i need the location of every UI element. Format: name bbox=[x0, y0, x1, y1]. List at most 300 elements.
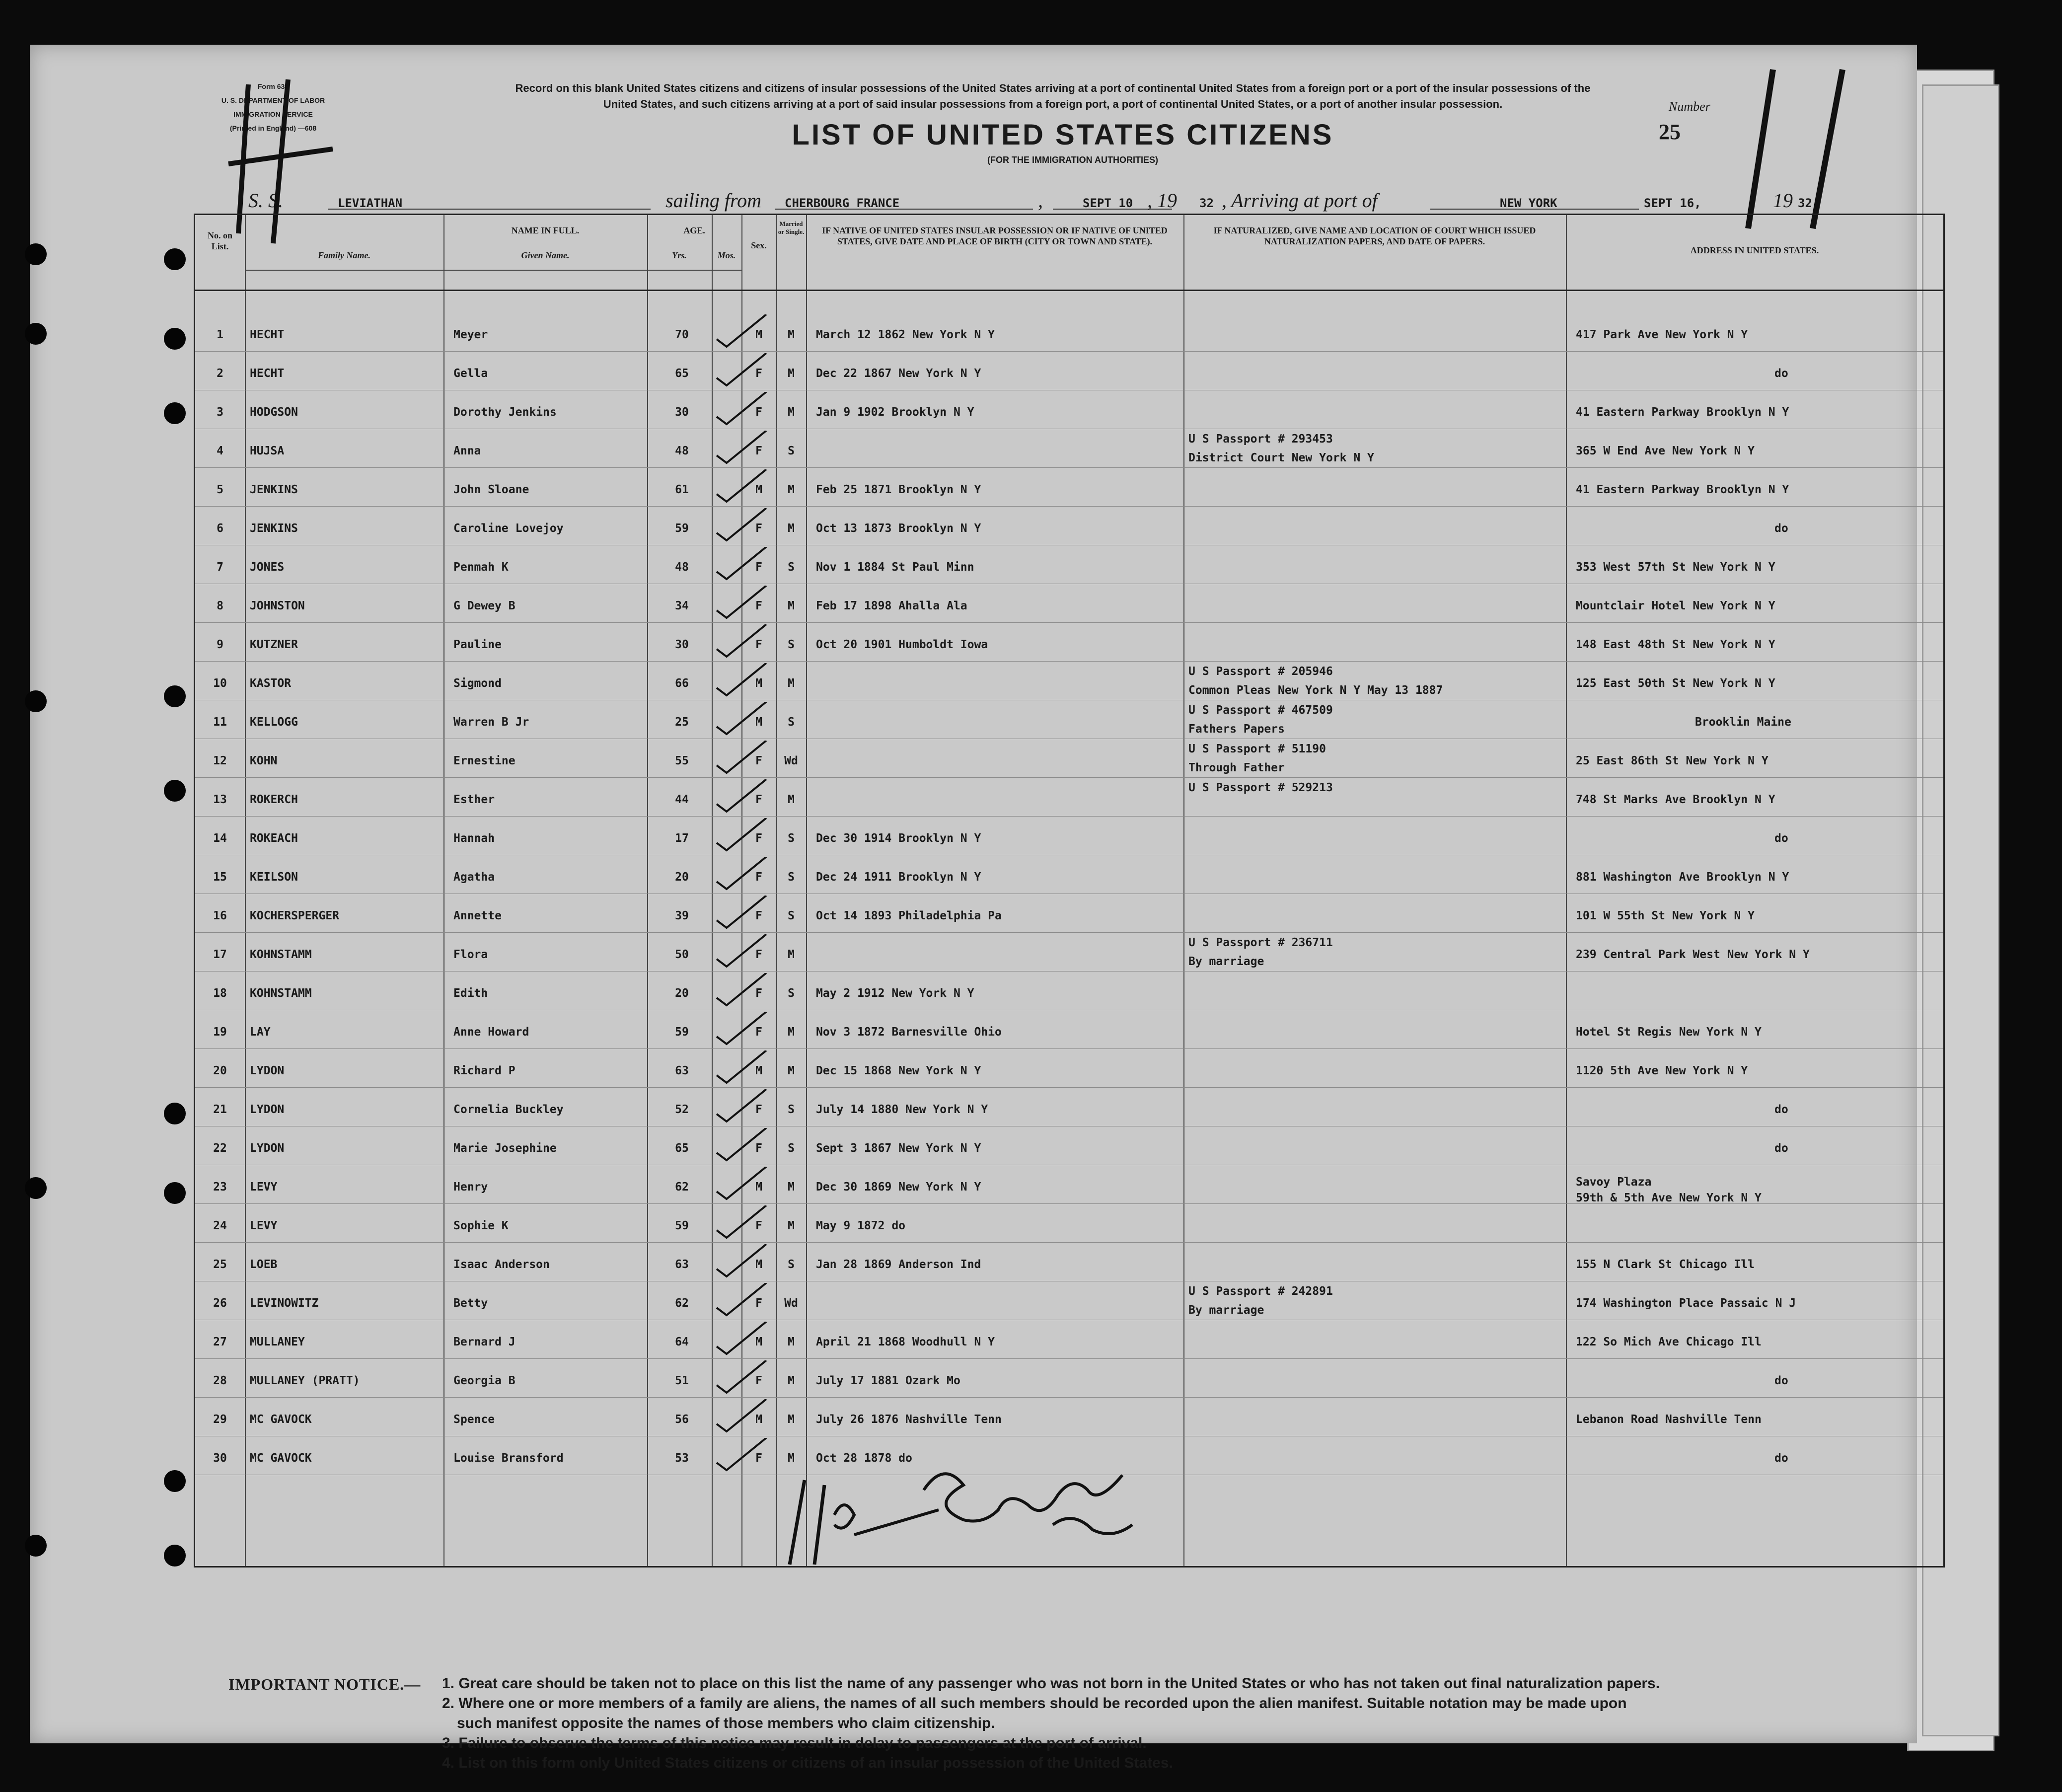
marital-status: S bbox=[788, 871, 795, 884]
table-row bbox=[195, 818, 1943, 857]
age-years: 63 bbox=[675, 1258, 689, 1271]
age-years: 62 bbox=[675, 1297, 689, 1310]
address-line1: 174 Washington Place Passaic N J bbox=[1576, 1297, 1796, 1310]
address-line1: 1120 5th Ave New York N Y bbox=[1576, 1064, 1748, 1077]
row-number: 22 bbox=[213, 1142, 227, 1155]
table-row bbox=[195, 1205, 1943, 1244]
birth-info: Nov 1 1884 St Paul Minn bbox=[816, 561, 974, 574]
family-name: HECHT bbox=[250, 367, 285, 380]
age-years: 20 bbox=[675, 871, 689, 884]
sex: F bbox=[755, 871, 762, 884]
age-years: 20 bbox=[675, 987, 689, 1000]
age-years: 53 bbox=[675, 1452, 689, 1465]
header-sex: Sex. bbox=[751, 240, 767, 250]
address-line1: Lebanon Road Nashville Tenn bbox=[1576, 1413, 1762, 1426]
birth-info: July 17 1881 Ozark Mo bbox=[816, 1374, 960, 1387]
address-line1: Mountclair Hotel New York N Y bbox=[1576, 599, 1775, 612]
naturalization-line2: District Court New York N Y bbox=[1188, 451, 1374, 464]
row-number: 21 bbox=[213, 1103, 227, 1116]
table-row bbox=[195, 547, 1943, 586]
table-row bbox=[195, 857, 1943, 896]
header-years: Yrs. bbox=[672, 250, 687, 260]
sex: F bbox=[755, 987, 762, 1000]
binder-hole bbox=[164, 780, 186, 802]
address-line1: 25 East 86th St New York N Y bbox=[1576, 754, 1768, 767]
naturalization-line1: U S Passport # 51190 bbox=[1188, 743, 1326, 755]
address-line1: 353 West 57th St New York N Y bbox=[1576, 561, 1775, 574]
age-years: 17 bbox=[675, 832, 689, 845]
table-row bbox=[195, 1167, 1943, 1205]
row-number: 12 bbox=[213, 754, 227, 767]
age-years: 61 bbox=[675, 483, 689, 496]
birth-info: July 26 1876 Nashville Tenn bbox=[816, 1413, 1002, 1426]
row-number: 3 bbox=[217, 406, 223, 419]
age-years: 59 bbox=[675, 1026, 689, 1039]
given-name: Anna bbox=[453, 445, 481, 457]
row-number: 6 bbox=[217, 522, 223, 535]
family-name: KOHNSTAMM bbox=[250, 948, 312, 961]
family-name: KOCHERSPERGER bbox=[250, 909, 340, 922]
header-name-in-full: NAME IN FULL. bbox=[511, 225, 580, 235]
service-name: IMMIGRATION SERVICE bbox=[233, 110, 313, 118]
age-years: 34 bbox=[675, 599, 689, 612]
row-number: 15 bbox=[213, 871, 227, 884]
row-number: 17 bbox=[213, 948, 227, 961]
table-row bbox=[195, 702, 1943, 741]
family-name: KOHN bbox=[250, 754, 278, 767]
ship-name: LEVIATHAN bbox=[338, 196, 403, 210]
row-number: 27 bbox=[213, 1336, 227, 1348]
age-years: 59 bbox=[675, 1219, 689, 1232]
row-number: 8 bbox=[217, 599, 223, 612]
marital-status: S bbox=[788, 561, 795, 574]
given-name: Cornelia Buckley bbox=[453, 1103, 564, 1116]
marital-status: M bbox=[788, 328, 795, 341]
table-row bbox=[195, 586, 1943, 624]
row-rule bbox=[195, 1087, 1943, 1088]
header-given-name: Given Name. bbox=[521, 250, 570, 260]
row-number: 9 bbox=[217, 638, 223, 651]
row-rule bbox=[195, 506, 1943, 507]
header-bottom-rule bbox=[195, 290, 1943, 291]
address-line1: 148 East 48th St New York N Y bbox=[1576, 638, 1775, 651]
given-name: Esther bbox=[453, 793, 495, 806]
marital-status: M bbox=[788, 483, 795, 496]
ship-underline bbox=[328, 194, 651, 210]
marital-status: M bbox=[788, 1219, 795, 1232]
sex: M bbox=[755, 328, 762, 341]
row-number: 23 bbox=[213, 1181, 227, 1194]
address-line1: 748 St Marks Ave Brooklyn N Y bbox=[1576, 793, 1775, 806]
arrival-year: 32 bbox=[1798, 196, 1812, 210]
marital-status: M bbox=[788, 1064, 795, 1077]
row-number: 19 bbox=[213, 1026, 227, 1039]
marital-status: Wd bbox=[784, 1297, 798, 1310]
binder-hole bbox=[25, 690, 47, 712]
printing-note: (Printed in England) —608 bbox=[229, 124, 317, 132]
given-name: Flora bbox=[453, 948, 488, 961]
row-number: 5 bbox=[217, 483, 223, 496]
age-years: 59 bbox=[675, 522, 689, 535]
binder-hole bbox=[164, 685, 186, 707]
family-name: HUJSA bbox=[250, 445, 285, 457]
age-years: 65 bbox=[675, 1142, 689, 1155]
form-number: Form 630 bbox=[257, 82, 289, 90]
given-name: Warren B Jr bbox=[453, 716, 529, 729]
notice-item: 1. Great care should be taken not to place on this list the name of any passenger who was not born in the United States or who has not taken out final naturalization papers. bbox=[442, 1675, 1660, 1692]
address-line1: do bbox=[1774, 1103, 1788, 1116]
family-name: ROKERCH bbox=[250, 793, 298, 806]
table-row bbox=[195, 896, 1943, 934]
family-name: JONES bbox=[250, 561, 285, 574]
sex: M bbox=[755, 1413, 762, 1426]
marital-status: S bbox=[788, 638, 795, 651]
sex: F bbox=[755, 1026, 762, 1039]
birth-info: May 2 1912 New York N Y bbox=[816, 987, 974, 1000]
passenger-table bbox=[194, 214, 1945, 1568]
given-name: Georgia B bbox=[453, 1374, 516, 1387]
row-rule bbox=[195, 1397, 1943, 1398]
sex: F bbox=[755, 793, 762, 806]
age-years: 55 bbox=[675, 754, 689, 767]
age-years: 25 bbox=[675, 716, 689, 729]
marital-status: M bbox=[788, 1026, 795, 1039]
table-row bbox=[195, 1322, 1943, 1360]
binder-hole bbox=[164, 1103, 186, 1124]
sex: M bbox=[755, 716, 762, 729]
marital-status: M bbox=[788, 1181, 795, 1194]
family-name: LEVY bbox=[250, 1219, 278, 1232]
row-number: 24 bbox=[213, 1219, 227, 1232]
given-name: Bernard J bbox=[453, 1336, 516, 1348]
header-no: No. on List. bbox=[207, 230, 232, 251]
family-name: MC GAVOCK bbox=[250, 1452, 312, 1465]
address-line1: Brooklin Maine bbox=[1695, 716, 1791, 729]
given-name: Louise Bransford bbox=[453, 1452, 564, 1465]
comma: , bbox=[1038, 189, 1043, 212]
given-name: Annette bbox=[453, 909, 502, 922]
row-rule bbox=[195, 816, 1943, 817]
age-years: 51 bbox=[675, 1374, 689, 1387]
address-line1: Hotel St Regis New York N Y bbox=[1576, 1026, 1762, 1039]
age-years: 52 bbox=[675, 1103, 689, 1116]
table-row bbox=[195, 741, 1943, 779]
sex: F bbox=[755, 1219, 762, 1232]
marital-status: M bbox=[788, 1452, 795, 1465]
naturalization-line1: U S Passport # 205946 bbox=[1188, 665, 1333, 678]
page-subtitle: (FOR THE IMMIGRATION AUTHORITIES) bbox=[987, 155, 1158, 165]
age-years: 50 bbox=[675, 948, 689, 961]
row-rule bbox=[195, 1242, 1943, 1243]
age-years: 62 bbox=[675, 1181, 689, 1194]
sex: F bbox=[755, 445, 762, 457]
department-name: U. S. DEPARTMENT OF LABOR bbox=[221, 96, 325, 104]
family-name: HECHT bbox=[250, 328, 285, 341]
given-name: Penmah K bbox=[453, 561, 509, 574]
address-line1: do bbox=[1774, 832, 1788, 845]
binder-hole bbox=[25, 1177, 47, 1199]
given-name: Caroline Lovejoy bbox=[453, 522, 564, 535]
binder-hole bbox=[25, 1535, 47, 1557]
given-name: Meyer bbox=[453, 328, 488, 341]
sex: M bbox=[755, 1258, 762, 1271]
address-line1: 155 N Clark St Chicago Ill bbox=[1576, 1258, 1755, 1271]
family-name: KEILSON bbox=[250, 871, 298, 884]
given-name: Betty bbox=[453, 1297, 488, 1310]
age-years: 30 bbox=[675, 638, 689, 651]
address-line1: do bbox=[1774, 1374, 1788, 1387]
naturalization-line2: By marriage bbox=[1188, 1304, 1264, 1317]
binder-hole bbox=[25, 243, 47, 265]
sex: F bbox=[755, 832, 762, 845]
family-name: HODGSON bbox=[250, 406, 298, 419]
row-number: 29 bbox=[213, 1413, 227, 1426]
header-age: AGE. bbox=[683, 225, 705, 235]
given-name: G Dewey B bbox=[453, 599, 516, 612]
row-rule bbox=[195, 351, 1943, 352]
row-number: 28 bbox=[213, 1374, 227, 1387]
notice-item: 2. Where one or more members of a family are aliens, the names of all such members should be recorded upon the alien manifest. Suitable notation may be made upon bbox=[442, 1695, 1627, 1712]
departure-year: 32 bbox=[1199, 196, 1214, 210]
marital-status: S bbox=[788, 1258, 795, 1271]
record-instructions: Record on this blank United States citizens and citizens of insular possessions of the United States arriving at a port of continental United States from a foreign port or a port of the insular possessions of the United States, and such citizens arriving at a port of said insular possessions from a foreign port, a port of continental United States, or a port of another insular possession. bbox=[515, 82, 1591, 110]
header-naturalization: IF NATURALIZED, GIVE NAME AND LOCATION OF COURT WHICH ISSUED NATURALIZATION PAPERS, AND DATE OF PAPERS. bbox=[1213, 225, 1536, 246]
marital-status: M bbox=[788, 1336, 795, 1348]
row-number: 30 bbox=[213, 1452, 227, 1465]
family-name: MC GAVOCK bbox=[250, 1413, 312, 1426]
birth-info: March 12 1862 New York N Y bbox=[816, 328, 995, 341]
birth-info: Dec 30 1914 Brooklyn N Y bbox=[816, 832, 981, 845]
table-row bbox=[195, 1089, 1943, 1128]
birth-info: Dec 22 1867 New York N Y bbox=[816, 367, 981, 380]
table-row bbox=[195, 508, 1943, 547]
row-number: 25 bbox=[213, 1258, 227, 1271]
sex: F bbox=[755, 754, 762, 767]
notice-item: such manifest opposite the names of those members who claim citizenship. bbox=[457, 1715, 995, 1731]
age-years: 65 bbox=[675, 367, 689, 380]
marital-status: M bbox=[788, 1413, 795, 1426]
family-name: JOHNSTON bbox=[250, 599, 305, 612]
family-name: KUTZNER bbox=[250, 638, 298, 651]
notice-item: 3. Failure to observe the terms of this notice may result in delay to passengers at the port of arrival. bbox=[442, 1735, 1147, 1751]
address-line1: do bbox=[1774, 522, 1788, 535]
marital-status: S bbox=[788, 716, 795, 729]
family-name: JENKINS bbox=[250, 483, 298, 496]
birth-info: Dec 24 1911 Brooklyn N Y bbox=[816, 871, 981, 884]
given-name: Edith bbox=[453, 987, 488, 1000]
sex: F bbox=[755, 948, 762, 961]
sailing-from-label: sailing from bbox=[665, 189, 761, 212]
address-line1: do bbox=[1774, 367, 1788, 380]
table-row bbox=[195, 624, 1943, 663]
row-number: 13 bbox=[213, 793, 227, 806]
marital-status: Wd bbox=[784, 754, 798, 767]
birth-info: April 21 1868 Woodhull N Y bbox=[816, 1336, 995, 1348]
binder-hole bbox=[164, 1545, 186, 1567]
family-name: LEVY bbox=[250, 1181, 278, 1194]
sex: F bbox=[755, 1103, 762, 1116]
age-years: 63 bbox=[675, 1064, 689, 1077]
list-number-label: Number bbox=[1669, 99, 1710, 114]
table-row bbox=[195, 1244, 1943, 1283]
address-line1: 125 East 50th St New York N Y bbox=[1576, 677, 1775, 690]
row-number: 1 bbox=[217, 328, 223, 341]
list-number-value: 25 bbox=[1659, 120, 1681, 144]
sex: F bbox=[755, 1452, 762, 1465]
row-rule bbox=[195, 622, 1943, 623]
sex: M bbox=[755, 1336, 762, 1348]
given-name: Sophie K bbox=[453, 1219, 509, 1232]
address-line1: do bbox=[1774, 1452, 1788, 1465]
address-line1: 239 Central Park West New York N Y bbox=[1576, 948, 1810, 961]
family-name: JENKINS bbox=[250, 522, 298, 535]
header-months: Mos. bbox=[717, 250, 736, 260]
birth-info: Jan 9 1902 Brooklyn N Y bbox=[816, 406, 974, 419]
marital-status: S bbox=[788, 832, 795, 845]
naturalization-line2: Fathers Papers bbox=[1188, 723, 1285, 736]
table-row bbox=[195, 431, 1943, 469]
row-number: 26 bbox=[213, 1297, 227, 1310]
address-line1: 122 So Mich Ave Chicago Ill bbox=[1576, 1336, 1762, 1348]
given-name: Hannah bbox=[453, 832, 495, 845]
age-years: 48 bbox=[675, 561, 689, 574]
birth-info: Oct 28 1878 do bbox=[816, 1452, 912, 1465]
naturalization-line1: U S Passport # 467509 bbox=[1188, 704, 1333, 717]
row-rule bbox=[195, 467, 1943, 468]
row-rule bbox=[195, 661, 1943, 662]
given-name: Spence bbox=[453, 1413, 495, 1426]
birth-info: Oct 13 1873 Brooklyn N Y bbox=[816, 522, 981, 535]
binder-hole bbox=[164, 402, 186, 424]
given-name: Ernestine bbox=[453, 754, 516, 767]
address-line1: Savoy Plaza bbox=[1576, 1176, 1652, 1189]
notice-list bbox=[442, 1674, 1922, 1773]
header-married-single: Married or Single. bbox=[778, 220, 805, 235]
binder-hole bbox=[164, 1182, 186, 1204]
row-rule bbox=[195, 777, 1943, 778]
sex: F bbox=[755, 1142, 762, 1155]
family-name: LOEB bbox=[250, 1258, 278, 1271]
sex: F bbox=[755, 909, 762, 922]
row-number: 11 bbox=[213, 716, 227, 729]
family-name: ROKEACH bbox=[250, 832, 298, 845]
age-years: 64 bbox=[675, 1336, 689, 1348]
marital-status: M bbox=[788, 793, 795, 806]
sex: F bbox=[755, 1297, 762, 1310]
naturalization-line2: Through Father bbox=[1188, 761, 1285, 774]
family-name: MULLANEY (PRATT) bbox=[250, 1374, 360, 1387]
address-line1: 41 Eastern Parkway Brooklyn N Y bbox=[1576, 483, 1789, 496]
birth-info: Feb 25 1871 Brooklyn N Y bbox=[816, 483, 981, 496]
age-years: 30 bbox=[675, 406, 689, 419]
port-underline bbox=[775, 194, 1033, 210]
naturalization-line1: U S Passport # 242891 bbox=[1188, 1285, 1333, 1298]
address-line1: do bbox=[1774, 1142, 1788, 1155]
table-row bbox=[195, 353, 1943, 392]
table-row bbox=[195, 973, 1943, 1012]
ss-label: S. S. bbox=[248, 189, 283, 212]
age-years: 48 bbox=[675, 445, 689, 457]
marital-status: S bbox=[788, 1103, 795, 1116]
table-row bbox=[195, 934, 1943, 973]
given-name: Dorothy Jenkins bbox=[453, 406, 557, 419]
address-line1: 101 W 55th St New York N Y bbox=[1576, 909, 1755, 922]
address-line1: 417 Park Ave New York N Y bbox=[1576, 328, 1748, 341]
binder-hole bbox=[164, 328, 186, 350]
family-name: MULLANEY bbox=[250, 1336, 305, 1348]
birth-info: July 14 1880 New York N Y bbox=[816, 1103, 988, 1116]
birth-info: Dec 30 1869 New York N Y bbox=[816, 1181, 981, 1194]
sex: M bbox=[755, 1181, 762, 1194]
birth-info: Oct 20 1901 Humboldt Iowa bbox=[816, 638, 988, 651]
row-rule bbox=[195, 932, 1943, 933]
given-name: Sigmond bbox=[453, 677, 502, 690]
birth-info: May 9 1872 do bbox=[816, 1219, 906, 1232]
sex: F bbox=[755, 367, 762, 380]
birth-info: Nov 3 1872 Barnesville Ohio bbox=[816, 1026, 1002, 1039]
page-title: LIST OF UNITED STATES CITIZENS bbox=[792, 119, 1334, 151]
sex: F bbox=[755, 406, 762, 419]
family-name: LYDON bbox=[250, 1142, 285, 1155]
age-years: 56 bbox=[675, 1413, 689, 1426]
birth-info: Feb 17 1898 Ahalla Ala bbox=[816, 599, 967, 612]
binder-hole bbox=[164, 1470, 186, 1492]
table-row bbox=[195, 1360, 1943, 1399]
row-rule bbox=[195, 1358, 1943, 1359]
arrival-date: SEPT 16, bbox=[1644, 196, 1701, 210]
row-number: 4 bbox=[217, 445, 223, 457]
marital-status: M bbox=[788, 1374, 795, 1387]
table-row bbox=[195, 469, 1943, 508]
row-number: 18 bbox=[213, 987, 227, 1000]
given-name: John Sloane bbox=[453, 483, 529, 496]
naturalization-line2: By marriage bbox=[1188, 955, 1264, 968]
binder-hole bbox=[25, 323, 47, 345]
sex: M bbox=[755, 1064, 762, 1077]
family-name: LEVINOWITZ bbox=[250, 1297, 319, 1310]
given-name: Richard P bbox=[453, 1064, 516, 1077]
address-line2: 59th & 5th Ave New York N Y bbox=[1576, 1192, 1762, 1204]
departure-port: CHERBOURG FRANCE bbox=[785, 196, 900, 210]
family-name: LYDON bbox=[250, 1064, 285, 1077]
table-row bbox=[195, 392, 1943, 431]
family-name: LAY bbox=[250, 1026, 271, 1039]
binder-hole bbox=[164, 248, 186, 270]
family-name: KELLOGG bbox=[250, 716, 298, 729]
marital-status: M bbox=[788, 406, 795, 419]
age-years: 44 bbox=[675, 793, 689, 806]
row-number: 20 bbox=[213, 1064, 227, 1077]
birth-info: Jan 28 1869 Anderson Ind bbox=[816, 1258, 981, 1271]
header-birth: IF NATIVE OF UNITED STATES INSULAR POSSESSION OR IF NATIVE OF UNITED STATES, GIVE DATE AND PLACE OF BIRTH (CITY OR TOWN AND STATE). bbox=[822, 225, 1168, 246]
table-row bbox=[195, 663, 1943, 702]
table-row bbox=[195, 1128, 1943, 1167]
age-years: 70 bbox=[675, 328, 689, 341]
row-number: 14 bbox=[213, 832, 227, 845]
header-subdivider bbox=[245, 270, 741, 271]
sex: F bbox=[755, 638, 762, 651]
row-number: 7 bbox=[217, 561, 223, 574]
sex: M bbox=[755, 677, 762, 690]
given-name: Marie Josephine bbox=[453, 1142, 557, 1155]
marital-status: S bbox=[788, 1142, 795, 1155]
marital-status: M bbox=[788, 599, 795, 612]
inspector-signature bbox=[775, 1450, 1222, 1599]
age-years: 39 bbox=[675, 909, 689, 922]
notice-title: IMPORTANT NOTICE.— bbox=[228, 1675, 421, 1693]
departure-date: SEPT 10 bbox=[1083, 196, 1133, 210]
marital-status: M bbox=[788, 522, 795, 535]
